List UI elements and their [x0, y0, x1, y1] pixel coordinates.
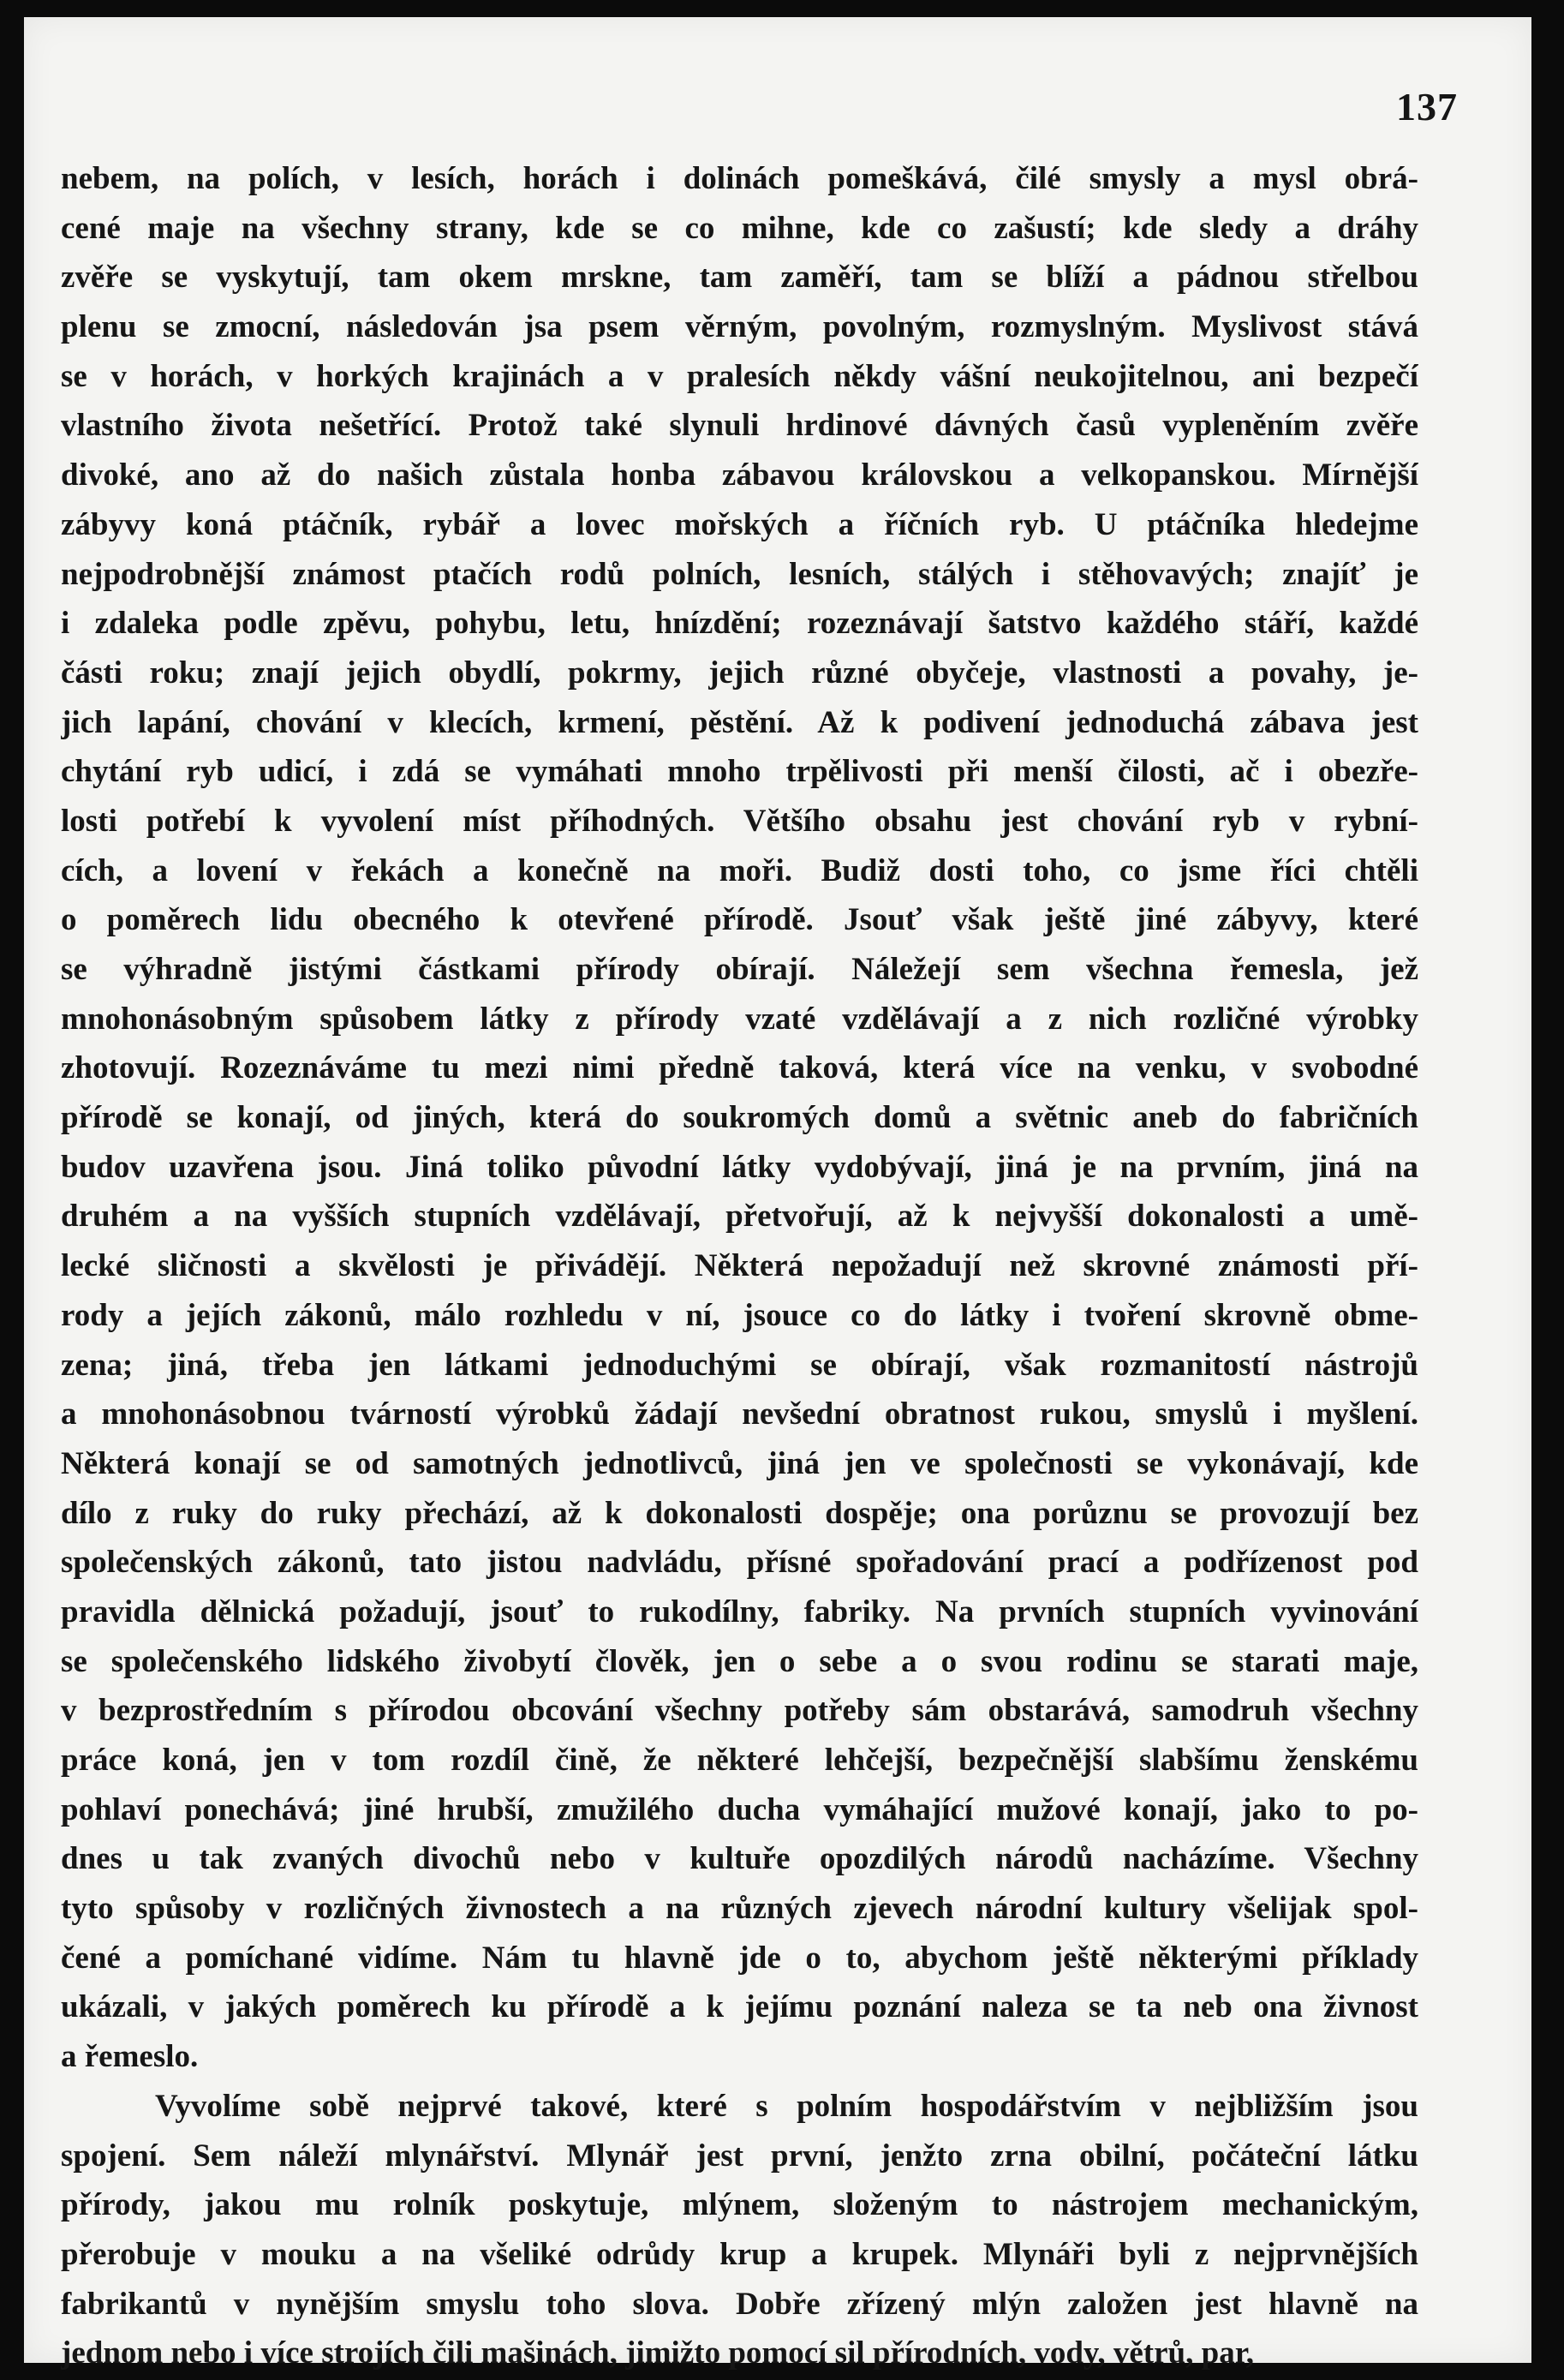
text-line: vlastního života nešetřící. Protož také slynuli hrdinové dávných časů vypleněním zvěře	[61, 408, 1418, 444]
text-line: přírody, jakou mu rolník poskytuje, mlýnem, složeným to nástrojem mechanickým,	[61, 2187, 1418, 2223]
text-line: cích, a lovení v řekách a konečně na moři. Budiž dosti toho, co jsme říci chtěli	[61, 852, 1418, 888]
text-line: tyto spůsoby v rozličných živnostech a na různých zjevech národní kultury všelijak spol-	[61, 1891, 1418, 1927]
text-line: zhotovují. Rozeznáváme tu mezi nimi předně taková, která více na venku, v svobodné	[61, 1050, 1418, 1086]
text-line: zábyvy koná ptáčník, rybář a lovec mořských a říčních ryb. U ptáčníka hledejme	[61, 506, 1418, 542]
text-line: v bezprostředním s přírodou obcování všechny potřeby sám obstarává, samodruh všechny	[61, 1693, 1418, 1729]
text-line: přírodě se konají, od jiných, která do soukromých domů a světnic aneb do fabričních	[61, 1100, 1418, 1136]
paragraph	[61, 154, 1418, 2082]
book-page	[24, 17, 1531, 2371]
text-line: čené a pomíchané vidíme. Nám tu hlavně jde o to, abychom ještě některými příklady	[61, 1940, 1418, 1976]
text-line: druhém a na vyšších stupních vzdělávají, přetvořují, až k nejvyšší dokonalosti a umě-	[61, 1199, 1418, 1235]
text-line: fabrikantů v nynějším smyslu toho slova. Dobře zřízený mlýn založen jest hlavně na	[61, 2286, 1418, 2322]
body-text	[61, 154, 1418, 2378]
text-line: zena; jiná, třeba jen látkami jednoduchými se obírají, však rozmanitostí nástrojů	[61, 1347, 1418, 1383]
text-line: se výhradně jistými částkami přírody obírají. Náležejí sem všechna řemesla, jež	[61, 952, 1418, 987]
text-line: a mnohonásobnou tvárností výrobků žádají nevšední obratnost rukou, smyslů i myšlení.	[61, 1396, 1418, 1432]
text-line: i zdaleka podle zpěvu, pohybu, letu, hnízdění; rozeznávají šatstvo každého stáří, každé	[61, 606, 1418, 642]
text-line: nejpodrobnější známost ptačích rodů polních, lesních, stálých i stěhovavých; znajíť je	[61, 556, 1418, 592]
text-line: losti potřebí k vyvolení míst příhodných. Většího obsahu jest chování ryb v rybní-	[61, 803, 1418, 839]
text-line: Vyvolíme sobě nejprvé takové, které s polním hospodářstvím v nejbližším jsou	[155, 2088, 1418, 2124]
text-line: Některá konají se od samotných jednotlivců, jiná jen ve společnosti se vykonávají, kde	[61, 1445, 1418, 1481]
text-line: části roku; znají jejich obydlí, pokrmy, jejich různé obyčeje, vlastnosti a povahy, je-	[61, 655, 1418, 691]
text-line: divoké, ano až do našich zůstala honba zábavou královskou a velkopanskou. Mírnější	[61, 457, 1418, 493]
text-line: pohlaví ponechává; jiné hrubší, zmužilého ducha vymáhající mužové konají, jako to po-	[61, 1791, 1418, 1827]
text-line: rody a jejích zákonů, málo rozhledu v ní, jsouce co do látky i tvoření skrovně obme-	[61, 1297, 1418, 1333]
text-line: spojení. Sem náleží mlynářství. Mlynář jest první, jenžto zrna obilní, počáteční látku	[61, 2138, 1418, 2174]
text-line: přerobuje v mouku a na všeliké odrůdy krup a krupek. Mlynáři byli z nejprvnějších	[61, 2236, 1418, 2272]
text-line: společenských zákonů, tato jistou nadvládu, přísné spořadování prací a podřízenost pod	[61, 1545, 1418, 1581]
text-line: chytání ryb udicí, i zdá se vymáhati mnoho trpělivosti při menší čilosti, ač i obezře-	[61, 754, 1418, 790]
text-line: pravidla dělnická požadují, jsouť to rukodílny, fabriky. Na prvních stupních vyvinování	[61, 1594, 1418, 1630]
text-line: budov uzavřena jsou. Jiná toliko původní látky vydobývají, jiná je na prvním, jiná na	[61, 1149, 1418, 1185]
text-line: jich lapání, chování v klecích, krmení, pěstění. Až k podivení jednoduchá zábava jest	[61, 704, 1418, 740]
paragraph	[61, 2082, 1418, 2378]
text-line: práce koná, jen v tom rozdíl čině, že některé lehčejší, bezpečnější slabšímu ženskému	[61, 1743, 1418, 1778]
text-line: lecké sličnosti a skvělosti je přivádějí. Některá nepožadují než skrovné známosti pří-	[61, 1248, 1418, 1284]
text-line: se v horách, v horkých krajinách a v pralesích někdy vášní neukojitelnou, ani bezpečí	[61, 358, 1418, 394]
text-line: jednom nebo i více strojích čili mašinách, jimižto pomocí sil přírodních, vody, větrů, par,	[61, 2335, 1254, 2371]
text-line: mnohonásobným spůsobem látky z přírody vzaté vzdělávají a z nich rozličné výrobky	[61, 1001, 1418, 1037]
text-line: dnes u tak zvaných divochů nebo v kultuře opozdilých národů nacházíme. Všechny	[61, 1841, 1418, 1877]
text-line: cené maje na všechny strany, kde se co mihne, kde co zašustí; kde sledy a dráhy	[61, 210, 1418, 246]
text-line: zvěře se vyskytují, tam okem mrskne, tam zaměří, tam se blíží a pádnou střelbou	[61, 260, 1418, 296]
text-line: dílo z ruky do ruky přechází, až k dokonalosti dospěje; ona porůznu se provozují bez	[61, 1495, 1418, 1531]
text-line: o poměrech lidu obecného k otevřené přírodě. Jsouť však ještě jiné zábyvy, které	[61, 902, 1418, 938]
text-line: ukázali, v jakých poměrech ku přírodě a k jejímu poznání naleza se ta neb ona živnost	[61, 1989, 1418, 2025]
page-number: 137	[1396, 85, 1458, 129]
text-line: nebem, na polích, v lesích, horách i dolinách pomeškává, čilé smysly a mysl obrá-	[61, 161, 1418, 196]
text-line: plenu se zmocní, následován jsa psem věrným, povolným, rozmyslným. Myslivost stává	[61, 309, 1418, 345]
text-line: se společenského lidského živobytí člověk, jen o sebe a o svou rodinu se starati maje,	[61, 1643, 1418, 1679]
text-line: a řemeslo.	[61, 2039, 199, 2075]
